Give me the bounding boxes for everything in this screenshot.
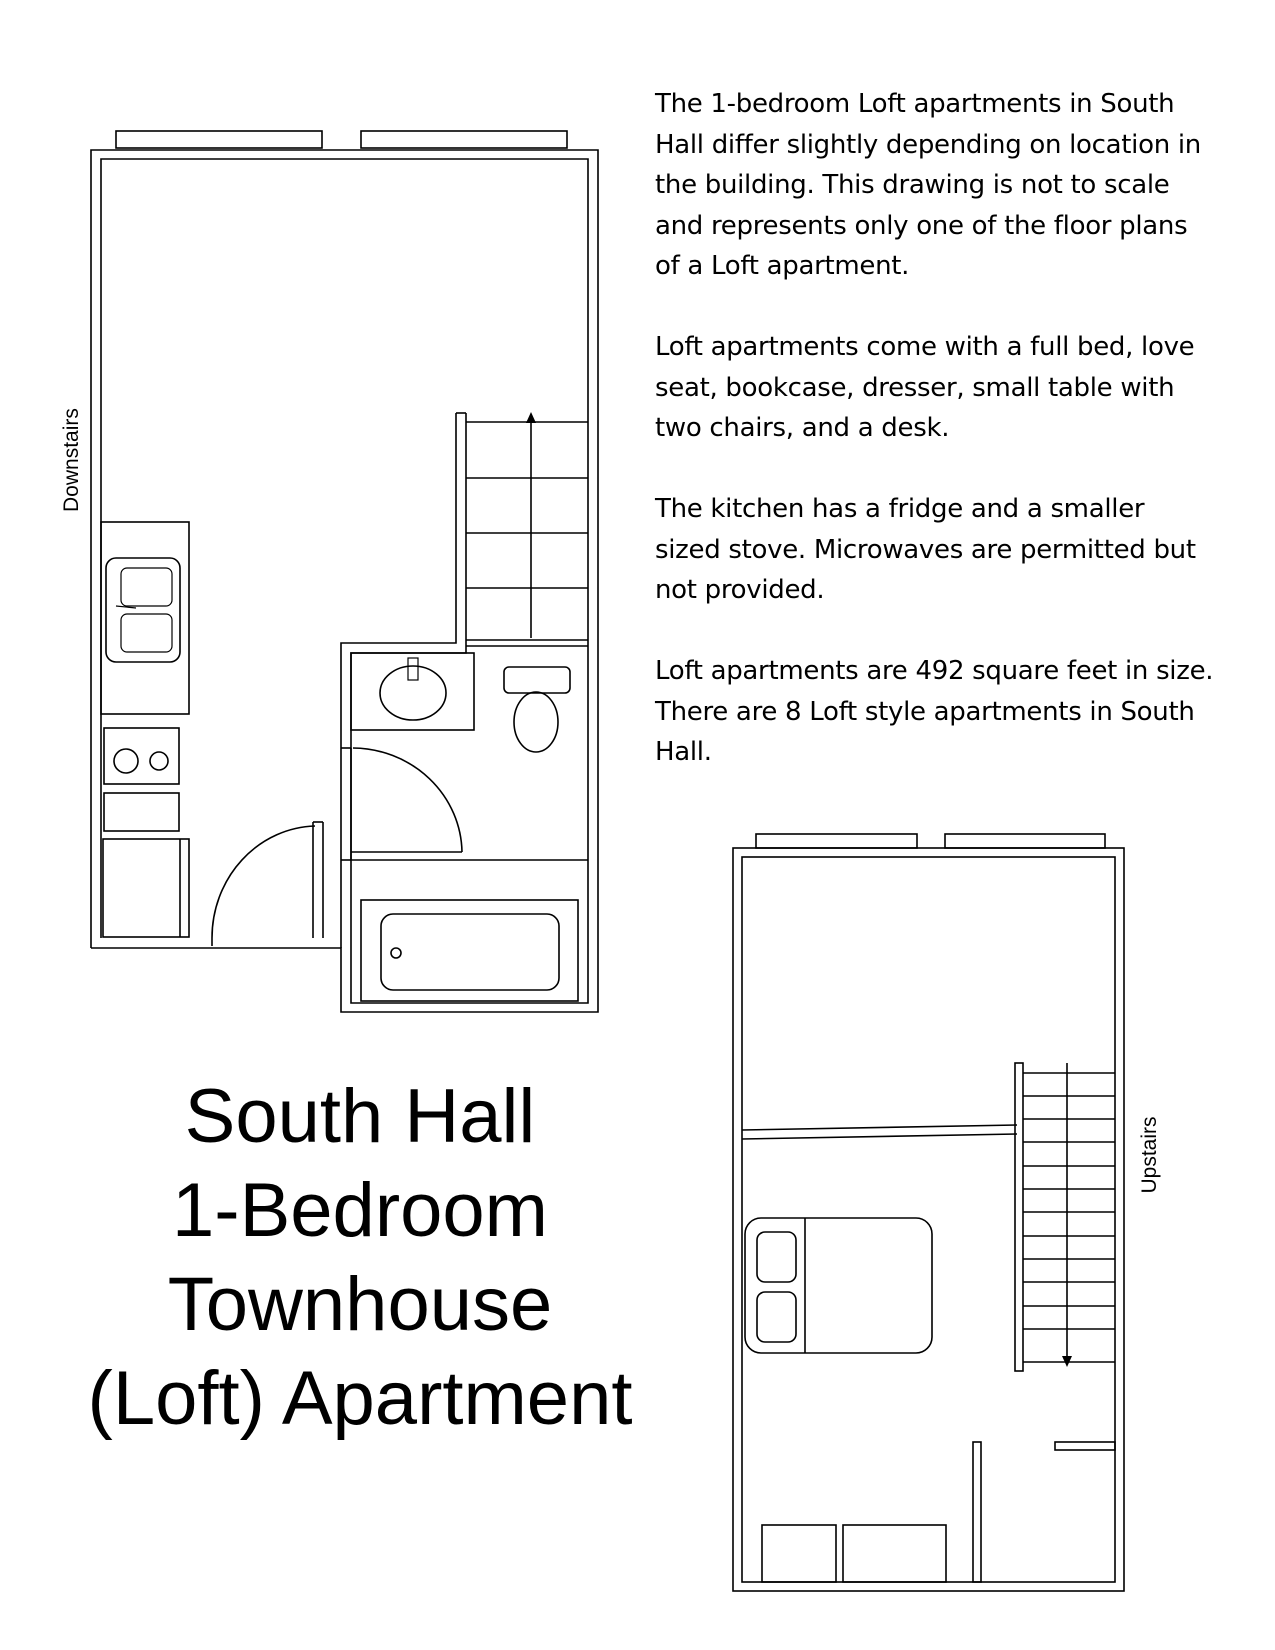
- vanity: [351, 653, 474, 730]
- dresser: [843, 1525, 946, 1582]
- title-line: Townhouse: [167, 1262, 553, 1347]
- page-title: [40, 1070, 680, 1446]
- bathtub-basin: [381, 914, 559, 990]
- toilet-bowl: [514, 692, 558, 752]
- window: [756, 834, 917, 848]
- bathroom-door: [341, 748, 588, 860]
- arrow-up-icon: [526, 412, 536, 423]
- exterior-wall: [91, 150, 598, 1012]
- window: [116, 131, 322, 148]
- bathtub: [361, 900, 578, 1001]
- title-line: South Hall: [184, 1074, 536, 1159]
- window: [945, 834, 1105, 848]
- closet-wall: [1055, 1442, 1115, 1450]
- title-line: (Loft) Apartment: [87, 1356, 633, 1441]
- kitchen-counter: [101, 522, 189, 714]
- full-bed: [745, 1218, 932, 1353]
- pillow: [757, 1232, 796, 1282]
- window: [361, 131, 567, 148]
- staircase: [466, 412, 588, 640]
- loft-edge: [742, 1125, 1017, 1130]
- interior-wall: [101, 159, 588, 1003]
- burner: [114, 749, 138, 773]
- kitchen-sink: [106, 558, 180, 662]
- burner: [150, 752, 168, 770]
- pillow: [757, 1292, 796, 1342]
- description-paragraph: The 1-bedroom Loft apartments in South Hall differ slightly depending on location in the building. This drawing is not to scale and represents only one of the floor plans of a Loft apartment.: [655, 89, 1201, 281]
- bathroom-sink: [380, 666, 446, 720]
- staircase: [1015, 1063, 1115, 1371]
- downstairs-label: Downstairs: [60, 408, 83, 512]
- description-paragraph: Loft apartments come with a full bed, love seat, bookcase, dresser, small table with two chairs, and a desk.: [655, 332, 1195, 443]
- exterior-wall: [733, 848, 1124, 1591]
- description-paragraph: The kitchen has a fridge and a smaller sized stove. Microwaves are permitted but not provided.: [655, 494, 1196, 605]
- counter: [104, 793, 179, 831]
- description: [655, 84, 1215, 813]
- closet-wall: [973, 1442, 981, 1582]
- upstairs-plan: [733, 834, 1161, 1591]
- dresser: [762, 1525, 836, 1582]
- interior-wall: [742, 857, 1115, 1582]
- downstairs-plan: [60, 131, 598, 1012]
- stair-wall: [341, 413, 456, 948]
- title-line: 1-Bedroom: [172, 1168, 548, 1253]
- toilet-tank: [504, 667, 570, 693]
- fridge: [103, 839, 189, 937]
- description-paragraph: Loft apartments are 492 square feet in size. There are 8 Loft style apartments in South Hall.: [655, 656, 1214, 767]
- upstairs-label: Upstairs: [1138, 1116, 1161, 1194]
- loft-edge: [742, 1134, 1017, 1139]
- drain-icon: [391, 948, 401, 958]
- entry-door: [212, 822, 323, 946]
